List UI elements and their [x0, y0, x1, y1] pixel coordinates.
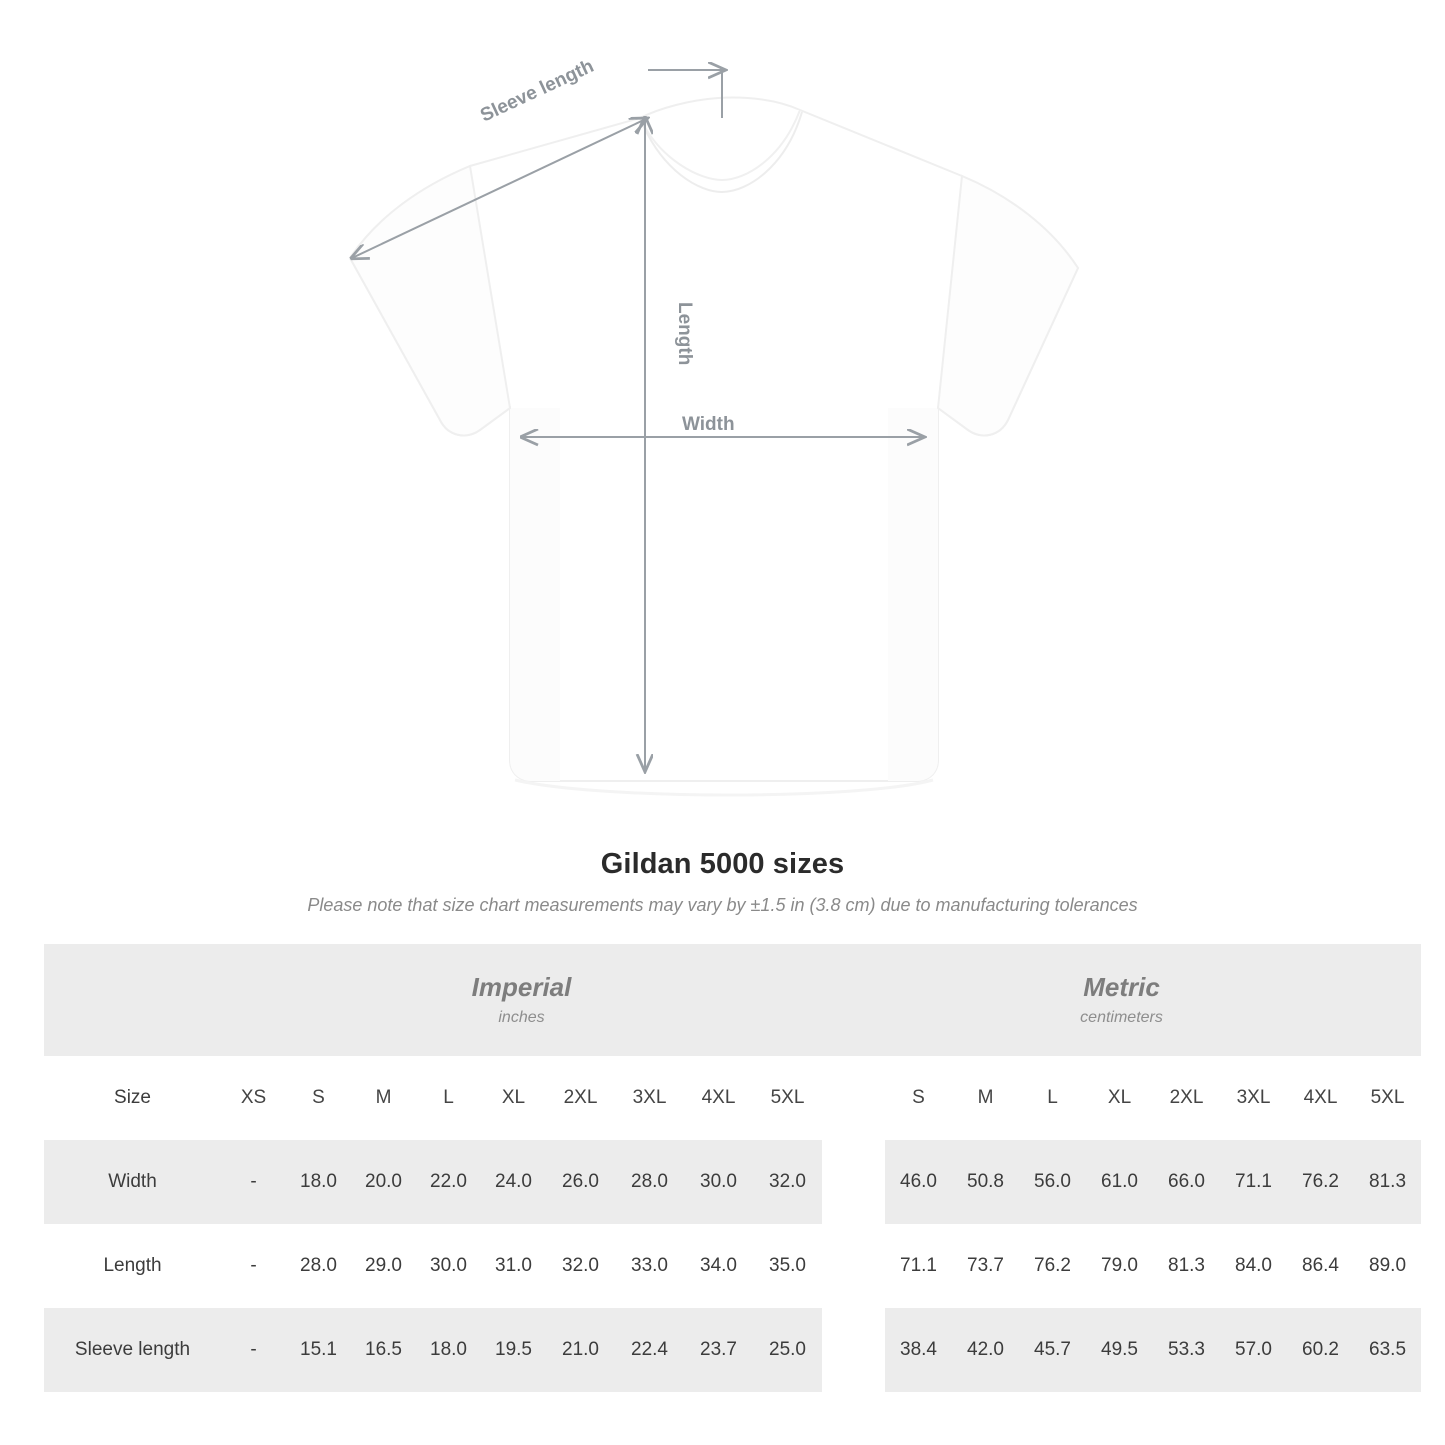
cell-sleeve-imp-3xl: 22.4: [615, 1308, 684, 1392]
cell-sleeve-met-3xl: 57.0: [1220, 1308, 1287, 1392]
header-imperial-l: L: [416, 1056, 481, 1140]
header-gap: [822, 1056, 885, 1140]
header-metric-4xl: 4XL: [1287, 1056, 1354, 1140]
header-metric-s: S: [885, 1056, 952, 1140]
cell-length-imp-l: 30.0: [416, 1224, 481, 1308]
cell-sleeve-met-5xl: 63.5: [1354, 1308, 1421, 1392]
size-header-row: [44, 1056, 1421, 1140]
cell-length-imp-2xl: 32.0: [546, 1224, 615, 1308]
cell-width-imp-4xl: 30.0: [684, 1140, 753, 1224]
cell-sleeve-met-m: 42.0: [952, 1308, 1019, 1392]
cell-sleeve-imp-5xl: 25.0: [753, 1308, 822, 1392]
cell-sleeve-imp-4xl: 23.7: [684, 1308, 753, 1392]
width-label: Width: [682, 414, 735, 435]
cell-width-met-m: 50.8: [952, 1140, 1019, 1224]
header-imperial-2xl: 2XL: [546, 1056, 615, 1140]
cell-length-imp-xs: -: [221, 1224, 286, 1308]
unit-banner-imperial: [221, 944, 822, 1056]
header-imperial-xs: XS: [221, 1056, 286, 1140]
header-imperial-m: M: [351, 1056, 416, 1140]
cell-width-imp-2xl: 26.0: [546, 1140, 615, 1224]
header-imperial-s: S: [286, 1056, 351, 1140]
unit-banner-spacer: [44, 944, 221, 1056]
cell-sleeve-met-s: 38.4: [885, 1308, 952, 1392]
chart-title: Gildan 5000 sizes: [600, 848, 845, 880]
cell-sleeve-imp-l: 18.0: [416, 1308, 481, 1392]
tshirt-shape: [350, 98, 1078, 796]
cell-sleeve-imp-s: 15.1: [286, 1308, 351, 1392]
cell-sleeve-met-2xl: 53.3: [1153, 1308, 1220, 1392]
header-imperial-3xl: 3XL: [615, 1056, 684, 1140]
metric-label: Metric: [1083, 971, 1160, 1002]
header-metric-l: L: [1019, 1056, 1086, 1140]
cell-sleeve-met-4xl: 60.2: [1287, 1308, 1354, 1392]
cell-length-met-4xl: 86.4: [1287, 1224, 1354, 1308]
cell-width-met-xl: 61.0: [1086, 1140, 1153, 1224]
imperial-sub: inches: [498, 1009, 545, 1027]
cell-sleeve-imp-xl: 19.5: [481, 1308, 546, 1392]
cell-width-imp-m: 20.0: [351, 1140, 416, 1224]
cell-length-met-l: 76.2: [1019, 1224, 1086, 1308]
cell-width-met-5xl: 81.3: [1354, 1140, 1421, 1224]
cell-width-imp-xl: 24.0: [481, 1140, 546, 1224]
header-metric-2xl: 2XL: [1153, 1056, 1220, 1140]
header-imperial-4xl: 4XL: [684, 1056, 753, 1140]
header-metric-m: M: [952, 1056, 1019, 1140]
table-row: [44, 1140, 1421, 1224]
cell-length-imp-4xl: 34.0: [684, 1224, 753, 1308]
cell-width-imp-l: 22.0: [416, 1140, 481, 1224]
row-gap-length: [822, 1224, 885, 1308]
header-metric-xl: XL: [1086, 1056, 1153, 1140]
row-gap-width: [822, 1140, 885, 1224]
size-header-label: Size: [44, 1056, 221, 1140]
cell-width-met-s: 46.0: [885, 1140, 952, 1224]
cell-length-imp-s: 28.0: [286, 1224, 351, 1308]
cell-width-met-3xl: 71.1: [1220, 1140, 1287, 1224]
sleeve-length-label: Sleeve length: [477, 55, 598, 127]
cell-sleeve-imp-xs: -: [221, 1308, 286, 1392]
size-chart-table: [44, 944, 1421, 1392]
header-imperial-5xl: 5XL: [753, 1056, 822, 1140]
chart-subtitle: Please note that size chart measurements may vary by ±1.5 in (3.8 cm) due to manufacturing tolerances: [307, 895, 1138, 915]
cell-width-imp-s: 18.0: [286, 1140, 351, 1224]
cell-length-imp-3xl: 33.0: [615, 1224, 684, 1308]
cell-width-met-2xl: 66.0: [1153, 1140, 1220, 1224]
header-imperial-xl: XL: [481, 1056, 546, 1140]
cell-length-met-3xl: 84.0: [1220, 1224, 1287, 1308]
cell-length-imp-xl: 31.0: [481, 1224, 546, 1308]
row-label-length: Length: [44, 1224, 221, 1308]
cell-width-imp-3xl: 28.0: [615, 1140, 684, 1224]
unit-banner-row: [44, 944, 1421, 1056]
header-metric-5xl: 5XL: [1354, 1056, 1421, 1140]
header-metric-3xl: 3XL: [1220, 1056, 1287, 1140]
cell-length-met-2xl: 81.3: [1153, 1224, 1220, 1308]
metric-sub: centimeters: [1080, 1009, 1163, 1027]
cell-width-met-l: 56.0: [1019, 1140, 1086, 1224]
row-label-width: Width: [44, 1140, 221, 1224]
unit-banner-metric: [822, 944, 1421, 1056]
cell-sleeve-imp-m: 16.5: [351, 1308, 416, 1392]
cell-length-imp-5xl: 35.0: [753, 1224, 822, 1308]
cell-sleeve-imp-2xl: 21.0: [546, 1308, 615, 1392]
cell-length-imp-m: 29.0: [351, 1224, 416, 1308]
table-row: [44, 1308, 1421, 1392]
cell-length-met-m: 73.7: [952, 1224, 1019, 1308]
length-label: Length: [674, 302, 695, 366]
cell-width-imp-xs: -: [221, 1140, 286, 1224]
row-label-sleeve-length: Sleeve length: [44, 1308, 221, 1392]
cell-length-met-5xl: 89.0: [1354, 1224, 1421, 1308]
row-gap-sleeve: [822, 1308, 885, 1392]
imperial-label: Imperial: [471, 971, 572, 1002]
cell-length-met-xl: 79.0: [1086, 1224, 1153, 1308]
cell-sleeve-met-xl: 49.5: [1086, 1308, 1153, 1392]
cell-sleeve-met-l: 45.7: [1019, 1308, 1086, 1392]
cell-width-met-4xl: 76.2: [1287, 1140, 1354, 1224]
cell-width-imp-5xl: 32.0: [753, 1140, 822, 1224]
table-row: [44, 1224, 1421, 1308]
cell-length-met-s: 71.1: [885, 1224, 952, 1308]
